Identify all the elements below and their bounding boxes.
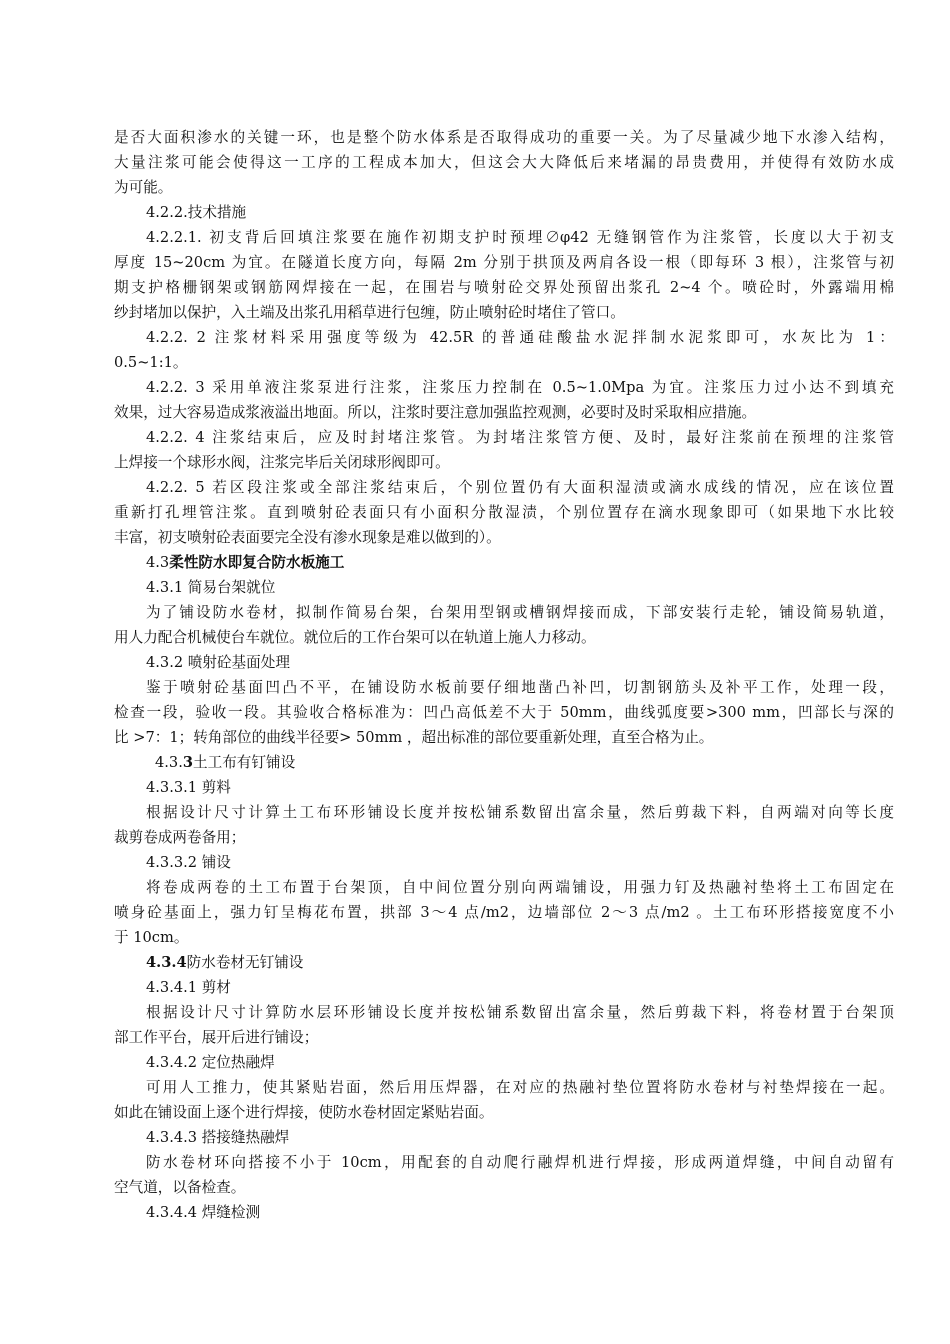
subsection-heading bbox=[146, 951, 894, 975]
paragraph-line: 为可能。 bbox=[114, 179, 173, 196]
paragraph-line: 期支护格栅钢架或钢筋网焊接在一起，在围岩与喷射砼交界处预留出浆孔 2~4 个。喷砼时，外露端用棉 bbox=[114, 279, 894, 296]
item-heading: 4.3.3.1 剪料 bbox=[146, 779, 231, 796]
paragraph-line: 4.2.2. 2 注浆材料采用强度等级为 42.5R 的普通硅酸盐水泥拌制水泥浆即可，水灰比为 1： bbox=[146, 329, 894, 346]
section-number: 4.3 bbox=[146, 554, 170, 571]
subsection-number: 4.3. bbox=[155, 754, 183, 771]
paragraph-line: 4.2.2.1. 初支背后回填注浆要在施作初期支护时预埋∅φ42 无缝钢管作为注浆管，长度以大于初支 bbox=[146, 229, 894, 246]
paragraph-line: 于 10cm。 bbox=[114, 929, 189, 946]
paragraph-line: 部工作平台，展开后进行铺设； bbox=[114, 1029, 319, 1046]
subsection-heading: 4.3.1 简易台架就位 bbox=[146, 579, 276, 596]
paragraph-line: 上焊接一个球形水阀，注浆完毕后关闭球形阀即可。 bbox=[114, 454, 450, 471]
paragraph-line: 根据设计尺寸计算土工布环形铺设长度并按松铺系数留出富余量，然后剪裁下料，自两端对向等长度 bbox=[146, 804, 894, 821]
item-heading: 4.3.4.3 搭接缝热融焊 bbox=[146, 1129, 290, 1146]
subsection-number-bold: 3 bbox=[182, 754, 194, 771]
paragraph-line: 用人力配合机械使台车就位。就位后的工作台架可以在轨道上施人力移动。 bbox=[114, 629, 596, 646]
subsection-heading: 4.3.2 喷射砼基面处理 bbox=[146, 654, 290, 671]
paragraph-line: 检查一段，验收一段。其验收合格标准为：凹凸高低差不大于 50mm，曲线弧度要>300 mm，凹部长与深的 bbox=[114, 704, 894, 721]
subsection-title: 土工布有钉铺设 bbox=[193, 754, 296, 771]
paragraph-line: 空气道，以备检查。 bbox=[114, 1179, 246, 1196]
item-heading: 4.3.3.2 铺设 bbox=[146, 854, 231, 871]
subsection-title: 防水卷材无钉铺设 bbox=[186, 954, 304, 971]
subsection-number: 4.3.4 bbox=[146, 954, 187, 971]
section-heading: 4.2.2.技术措施 bbox=[146, 204, 247, 221]
section-heading bbox=[146, 551, 894, 575]
item-heading: 4.3.4.1 剪材 bbox=[146, 979, 231, 996]
paragraph-line: 为了铺设防水卷材，拟制作简易台架，台架用型钢或槽钢焊接而成，下部安装行走轮，铺设简易轨道， bbox=[146, 604, 894, 621]
item-heading: 4.3.4.4 焊缝检测 bbox=[146, 1204, 261, 1221]
paragraph-line: 纱封堵加以保护，入土端及出浆孔用稻草进行包缠，防止喷射砼时堵住了管口。 bbox=[114, 304, 625, 321]
paragraph-line: 大量注浆可能会使得这一工序的工程成本加大，但这会大大降低后来堵漏的昂贵费用，并使得有效防水成 bbox=[114, 154, 894, 171]
paragraph-line: 4.2.2. 4 注浆结束后，应及时封堵注浆管。为封堵注浆管方便、及时，最好注浆前在预埋的注浆管 bbox=[146, 429, 894, 446]
paragraph-line: 4.2.2. 5 若区段注浆或全部注浆结束后，个别位置仍有大面积湿渍或滴水成线的情况，应在该位置 bbox=[146, 479, 894, 496]
paragraph-line: 根据设计尺寸计算防水层环形铺设长度并按松铺系数留出富余量，然后剪裁下料，将卷材置于台架顶 bbox=[146, 1004, 894, 1021]
paragraph-line: 丰富，初支喷射砼表面要完全没有渗水现象是难以做到的）。 bbox=[114, 529, 501, 546]
paragraph-line: 如此在铺设面上逐个进行焊接，使防水卷材固定紧贴岩面。 bbox=[114, 1104, 494, 1121]
paragraph-line: 裁剪卷成两卷备用； bbox=[114, 829, 246, 846]
paragraph-line: 可用人工推力，使其紧贴岩面，然后用压焊器，在对应的热融衬垫位置将防水卷材与衬垫焊接在一起。 bbox=[146, 1079, 894, 1096]
paragraph-line: 4.2.2. 3 采用单液注浆泵进行注浆，注浆压力控制在 0.5~1.0Mpa 为宜。注浆压力过小达不到填充 bbox=[146, 379, 894, 396]
paragraph-line: 比 >7：1；转角部位的曲线半径要> 50mm ，超出标准的部位要重新处理，直至合格为止。 bbox=[114, 729, 714, 746]
paragraph-line: 是否大面积渗水的关键一环，也是整个防水体系是否取得成功的重要一关。为了尽量减少地下水渗入结构， bbox=[114, 129, 894, 146]
paragraph-line: 厚度 15~20cm 为宜。在隧道长度方向，每隔 2m 分别于拱顶及两肩各设一根（即每环 3 根），注浆管与初 bbox=[114, 254, 894, 271]
paragraph-line: 效果，过大容易造成浆液溢出地面。所以，注浆时要注意加强监控观测，必要时及时采取相应措施。 bbox=[114, 404, 757, 421]
paragraph-line: 将卷成两卷的土工布置于台架顶，自中间位置分别向两端铺设，用强力钉及热融衬垫将土工布固定在 bbox=[146, 879, 894, 896]
paragraph-line: 喷身砼基面上，强力钉呈梅花布置，拱部 3～4 点/m2，边墙部位 2～3 点/m2 。土工布环形搭接宽度不小 bbox=[114, 904, 894, 921]
item-heading: 4.3.4.2 定位热融焊 bbox=[146, 1054, 275, 1071]
paragraph-line: 防水卷材环向搭接不小于 10cm，用配套的自动爬行融焊机进行焊接，形成两道焊缝，中间自动留有 bbox=[146, 1154, 894, 1171]
paragraph-line: 重新打孔埋管注浆。直到喷射砼表面只有小面积分散湿渍，个别位置存在滴水现象即可（如果地下水比较 bbox=[114, 504, 894, 521]
subsection-heading bbox=[155, 751, 894, 775]
paragraph-line: 鉴于喷射砼基面凹凸不平，在铺设防水板前要仔细地凿凸补凹，切割钢筋头及补平工作，处理一段， bbox=[146, 679, 894, 696]
paragraph-line: 0.5~1:1。 bbox=[114, 354, 188, 371]
section-title: 柔性防水即复合防水板施工 bbox=[169, 554, 345, 571]
